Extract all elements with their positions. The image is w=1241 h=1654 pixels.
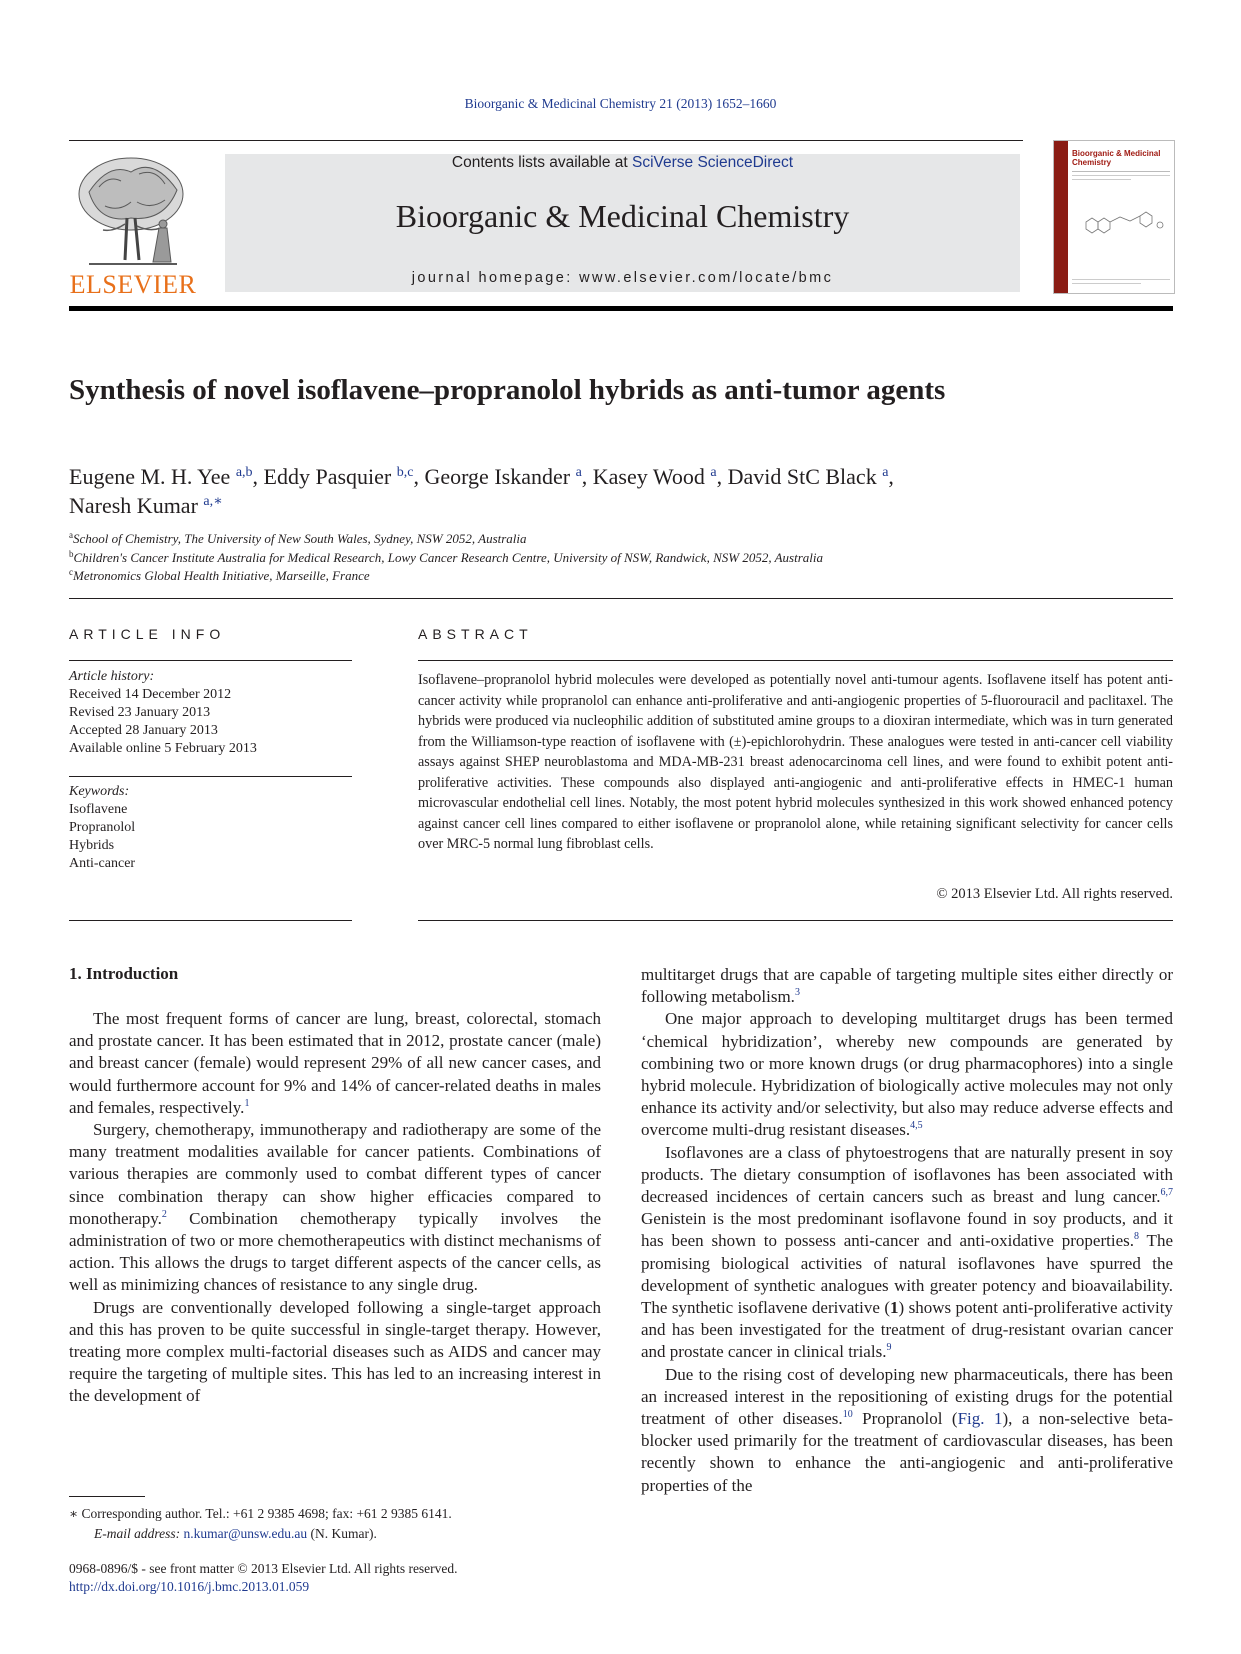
author-separator: , <box>413 464 425 489</box>
paragraph-text: One major approach to developing multitarget drugs has been termed ‘chemical hybridization’, whereby new compounds are generated by combining two or more known drugs (or drug pharmacophores) into a single hybrid molecule. Hybridization of biologically active molecules may not only enhance its activity and/or selectivity, but also may reduce adverse effects and overcome multi-drug resistant diseases. <box>641 1009 1173 1140</box>
journal-title: Bioorganic & Medicinal Chemistry <box>395 198 850 234</box>
email-line <box>69 1524 629 1544</box>
article-info-bottom-rule <box>69 920 352 921</box>
elsevier-tree-icon <box>69 152 197 272</box>
corresponding-author-footnote <box>69 1504 629 1544</box>
author-affiliation-mark[interactable]: a,∗ <box>203 494 223 509</box>
elsevier-logo[interactable] <box>69 152 197 299</box>
reference-link[interactable]: 1 <box>244 1097 250 1109</box>
author-name: Eddy Pasquier <box>263 464 392 489</box>
body-column-left <box>69 1008 601 1408</box>
author-separator: , <box>252 464 264 489</box>
history-list <box>69 686 352 758</box>
affiliation-text: School of Chemistry, The University of New South Wales, Sydney, NSW 2052, Australia <box>73 531 527 546</box>
affiliation-text: Metronomics Global Health Initiative, Marseille, France <box>73 568 370 583</box>
affiliation <box>69 549 1169 568</box>
affiliation-mark: a <box>69 530 73 540</box>
article-info-rule <box>69 660 352 661</box>
author-name: Naresh Kumar <box>69 493 198 518</box>
masthead-rule <box>69 306 1173 311</box>
cover-footer-lines <box>1072 279 1170 284</box>
history-item: Received 14 December 2012 <box>69 687 232 702</box>
reference-link[interactable]: 9 <box>886 1342 892 1354</box>
author-affiliation-mark[interactable]: a,b <box>235 465 253 480</box>
figure-link[interactable]: Fig. 1 <box>957 1409 1003 1429</box>
cover-subtitle-lines <box>1072 169 1170 180</box>
history-item: Available online 5 February 2013 <box>69 741 257 756</box>
abstract-rule <box>418 660 1173 661</box>
elsevier-wordmark: ELSEVIER <box>69 270 197 299</box>
abstract-heading: ABSTRACT <box>418 626 533 642</box>
corresponding-text: ∗ Corresponding author. Tel.: +61 2 9385 4698; fax: +61 2 9385 6141. <box>69 1506 452 1521</box>
affiliation-rule <box>69 598 1173 599</box>
abstract-copyright: © 2013 Elsevier Ltd. All rights reserved. <box>936 886 1173 902</box>
keywords-label: Keywords: <box>69 784 130 799</box>
author-name: Kasey Wood <box>592 464 705 489</box>
history-label: Article history: <box>69 669 155 684</box>
history-item: Accepted 28 January 2013 <box>69 723 218 738</box>
journal-banner <box>225 154 1020 292</box>
sciencedirect-link[interactable]: SciVerse ScienceDirect <box>631 154 794 171</box>
article-info-heading: ARTICLE INFO <box>69 626 226 642</box>
body-paragraph <box>641 964 1173 1008</box>
body-paragraph <box>69 1297 601 1408</box>
reference-link[interactable]: 4,5 <box>910 1120 923 1132</box>
author-name: Eugene M. H. Yee <box>69 464 231 489</box>
paragraph-text: The promising biological activities of natural isoflavones have spurred the development of synthetic analogues with greater potency and bioavailability. The synthetic isoflavene derivative ( <box>641 1231 1173 1318</box>
body-paragraph <box>641 1364 1173 1497</box>
section-heading: 1. Introduction <box>69 964 179 983</box>
journal-citation[interactable]: Bioorganic & Medicinal Chemistry 21 (2013) 1652–1660 <box>464 96 777 111</box>
body-paragraph <box>641 1008 1173 1141</box>
paragraph-text: Combination chemotherapy typically involves the administration of two or more chemotherapeutics with distinct mechanisms of action. This allows the drugs to target different aspects of the cancer cells, as well as minimizing chances of resistance to any single drug. <box>69 1208 601 1295</box>
author-name: George Iskander <box>424 464 571 489</box>
footnote-rule <box>69 1496 145 1497</box>
author-name: David StC Black <box>727 464 877 489</box>
affiliation-mark: b <box>69 548 74 559</box>
compound-number: 1 <box>890 1298 899 1318</box>
paragraph-text: ) shows potent anti-proliferative activity and has been investigated for the treatment of drug-resistant ovarian cancer and prostate cancer in clinical trials. <box>641 1298 1174 1362</box>
body-column-right <box>641 964 1173 1497</box>
keywords-block <box>69 783 352 873</box>
cover-band <box>1054 141 1068 293</box>
paragraph-text: Surgery, chemotherapy, immunotherapy and radiotherapy are some of the many treatment modalities available for cancer patients. Combinations of various therapies are commonly used to combat different types of cancer since combination therapy can show higher efficacies compared to monotherapy. <box>69 1120 601 1228</box>
author-affiliation-mark[interactable]: a <box>710 465 717 480</box>
email-link[interactable]: n.kumar@unsw.edu.au <box>183 1526 308 1541</box>
affiliation-text: Children's Cancer Institute Australia for Medical Research, Lowy Cancer Research Centre, University of NSW, Randwick, NSW 2052, Australia <box>73 549 823 565</box>
cover-molecule-icon <box>1080 207 1168 237</box>
abstract-bottom-rule <box>418 920 1173 921</box>
author-separator: , <box>581 464 593 489</box>
reference-link[interactable]: 2 <box>161 1208 167 1220</box>
author-separator: , <box>716 464 728 489</box>
keyword: Propranolol <box>69 820 136 835</box>
keywords-rule <box>69 776 352 777</box>
keywords-list <box>69 801 352 873</box>
front-matter <box>69 1560 669 1596</box>
reference-link[interactable]: 6,7 <box>1160 1187 1173 1199</box>
paragraph-text: multitarget drugs that are capable of targeting multiple sites either directly or following metabolism. <box>641 965 1173 1007</box>
journal-cover[interactable] <box>1053 140 1175 294</box>
paragraph-text: ), a non-selective beta-blocker used primarily for the treatment of cardiovascular diseases, has been recently shown to enhance the anti-angiogenic and anti-proliferative properties of the <box>641 1409 1173 1495</box>
affiliation <box>69 567 1169 586</box>
body-paragraph <box>69 1008 601 1119</box>
author-separator: , <box>888 464 894 489</box>
paragraph-text: Isoflavones are a class of phytoestrogens that are naturally present in soy products. The dietary consumption of isoflavones has been associated with decreased incidences of certain cancers such as breast and lung cancer. <box>641 1142 1173 1207</box>
reference-link[interactable]: 8 <box>1134 1231 1139 1243</box>
doi-link[interactable]: http://dx.doi.org/10.1016/j.bmc.2013.01.059 <box>69 1579 310 1594</box>
header-rule <box>69 140 1023 141</box>
paragraph-text: Genistein is the most predominant isoflavone found in soy products, and it has been shown to possess anti-cancer and anti-oxidative properties. <box>641 1209 1173 1251</box>
author-affiliation-mark[interactable]: a <box>882 465 889 480</box>
cover-title: Bioorganic & Medicinal Chemistry <box>1072 149 1161 167</box>
author-affiliation-mark[interactable]: a <box>575 465 582 480</box>
contents-line <box>225 154 1020 172</box>
reference-link[interactable]: 10 <box>842 1409 853 1421</box>
affiliation-mark: c <box>69 567 73 577</box>
email-suffix: (N. Kumar). <box>307 1526 377 1541</box>
contents-prefix: Contents lists available at <box>451 154 632 171</box>
history-item: Revised 23 January 2013 <box>69 705 211 720</box>
journal-homepage[interactable]: journal homepage: www.elsevier.com/locate/bmc <box>411 270 834 286</box>
article-title: Synthesis of novel isoflavene–propranolol hybrids as anti-tumor agents <box>69 374 946 406</box>
body-paragraph <box>641 1142 1173 1364</box>
reference-link[interactable]: 3 <box>794 987 800 999</box>
keyword: Anti-cancer <box>69 856 136 871</box>
affiliation-list <box>69 530 1169 586</box>
body-paragraph <box>69 1119 601 1297</box>
paragraph-text: Due to the rising cost of developing new pharmaceuticals, there has been an increased interest in the repositioning of existing drugs for the potential treatment of other diseases. <box>641 1364 1173 1429</box>
author-list <box>69 462 1119 520</box>
author-affiliation-mark[interactable]: b,c <box>396 465 414 480</box>
keyword: Isoflavene <box>69 802 128 817</box>
email-label: E-mail address: <box>94 1526 181 1541</box>
paragraph-text: The most frequent forms of cancer are lung, breast, colorectal, stomach and prostate cancer. It has been estimated that in 2012, prostate cancer (male) and breast cancer (female) would represent 29% of all new cancer cases, and would furthermore account for 9% and 14% of cancer-related deaths in males and females, respectively. <box>69 1009 601 1117</box>
issn-line: 0968-0896/$ - see front matter © 2013 Elsevier Ltd. All rights reserved. <box>69 1561 458 1576</box>
keyword: Hybrids <box>69 838 115 853</box>
article-history <box>69 668 352 758</box>
abstract-text: Isoflavene–propranolol hybrid molecules were developed as potentially novel anti-tumour agents. Isoflavene itself has potent anti-cancer activity while propranolol can enhance anti-proliferative and anti-angiogenic properties of 5-fluorouracil and paclitaxel. The hybrids were produced via nucleophilic addition of substituted amine groups to a dioxiran intermediate, which was in turn generated from the Williamson-type reaction of isoflavene with (±)-epichlorohydrin. These analogues were tested in anti-cancer cell viability assays against SHEP neuroblastoma and MDA-MB-231 breast adenocarcinoma cell lines, and were found to exhibit potent anti-proliferative activities. These compounds also displayed anti-angiogenic and anti-proliferative effects in HMEC-1 human microvascular endothelial cell lines. Notably, the most potent hybrid molecules synthesized in this work showed enhanced potency against cancer cell lines compared to either isoflavene or propranolol alone, while retaining significant selectivity for cancer cells over MRC-5 normal lung fibroblast cells. <box>418 672 1173 852</box>
paragraph-text: Propranolol ( <box>852 1409 958 1429</box>
paragraph-text: Drugs are conventionally developed following a single-target approach and this has proven to be quite successful in single-target therapy. However, treating more complex multi-factorial diseases such as AIDS and cancer may require the targeting of multiple sites. This has led to an increasing interest in the development of <box>69 1297 601 1406</box>
affiliation <box>69 530 1169 549</box>
